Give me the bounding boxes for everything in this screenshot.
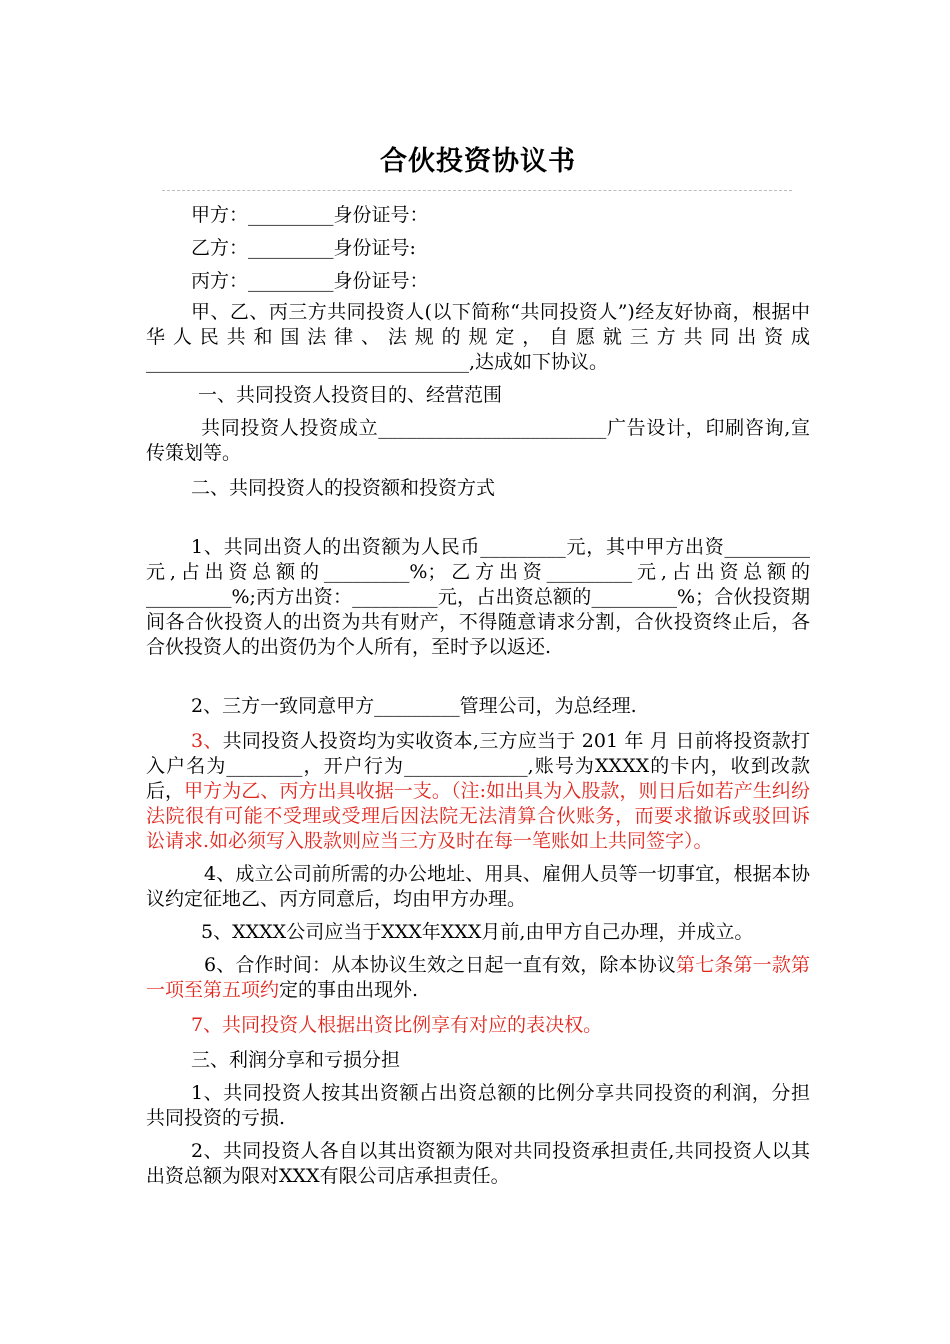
intro-paragraph: 甲、乙、丙三方共同投资人(以下简称“共同投资人”)经友好协商，根据中华人民共和国法律、法规的规定，自愿就三方共同出资成__________________________________,达成如下协议。 bbox=[146, 301, 810, 373]
section2-item1: 1、共同出资人的出资额为人民币_________元，其中甲方出资_________元,占出资总额的_________%；乙方出资_________元,占出资总额的_________%;丙方出资：_________元，占出资总额的_________%；合伙投资期间各合伙投资人的出资为共有财产，不得随意请求分割，合伙投资终止后，各合伙投资人的出资仍为个人所有，至时予以返还. bbox=[146, 536, 810, 658]
party-b-line: 乙方：_________身份证号: bbox=[191, 237, 416, 259]
section2-heading: 二、共同投资人的投资额和投资方式 bbox=[191, 477, 496, 499]
title-divider bbox=[162, 190, 792, 203]
section2-item7: 7、共同投资人根据出资比例享有对应的表决权。 bbox=[191, 1014, 603, 1036]
party-a-line: 甲方：_________身份证号： bbox=[191, 204, 429, 226]
party-c-line: 丙方：_________身份证号： bbox=[191, 270, 429, 292]
section3-item2: 2、共同投资人各自以其出资额为限对共同投资承担责任,共同投资人以其出资总额为限对XXX有限公司店承担责任。 bbox=[146, 1140, 810, 1187]
section2-item3 bbox=[146, 729, 810, 854]
item6-highlight: 第七条第一款第一项至第五项约 bbox=[146, 954, 810, 1001]
section1-heading: 一、共同投资人投资目的、经营范围 bbox=[198, 384, 503, 406]
item3-note: 甲方为乙、丙方出具收据一支。（注:如出具为入股款，则日后如若产生纠纷法院很有可能不受理或受理后因法院无法清算合伙账务，而要求撤诉或驳回诉讼请求.如必须写入股款则应当三方及时在每一笔账如上共同签字）。 bbox=[146, 780, 810, 852]
section2-item2: 2、三方一致同意甲方_________管理公司，为总经理. bbox=[191, 695, 637, 717]
section1-body: 共同投资人投资成立________________________广告设计，印刷咨询,宣传策划等。 bbox=[146, 417, 810, 464]
section2-item6 bbox=[146, 953, 810, 1003]
section2-item5: 5、XXXX公司应当于XXX年XXX月前,由甲方自己办理，并成立。 bbox=[201, 921, 754, 943]
item6-text-c: 定的事由出现外. bbox=[279, 979, 419, 1001]
item6-text-a: 6、合作时间：从本协议生效之日起一直有效，除本协议 bbox=[204, 954, 677, 976]
item3-number: 3、 bbox=[191, 730, 223, 752]
section2-item4: 4、成立公司前所需的办公地址、用具、雇佣人员等一切事宜，根据本协议约定征地乙、丙方同意后，均由甲方办理。 bbox=[146, 863, 810, 910]
section3-heading: 三、利润分享和亏损分担 bbox=[191, 1049, 401, 1071]
document-title: 合伙投资协议书 bbox=[380, 146, 576, 177]
document-page bbox=[146, 140, 810, 1189]
section3-item1: 1、共同投资人按其出资额占出资总额的比例分享共同投资的利润，分担共同投资的亏损. bbox=[146, 1082, 810, 1129]
item3-text: 共同投资人投资均为实收资本,三方应当于 201 年 月 日前将投资款打入户名为________，开户行为_____________,账号为XXXX的卡内，收到改款后， bbox=[146, 730, 811, 802]
